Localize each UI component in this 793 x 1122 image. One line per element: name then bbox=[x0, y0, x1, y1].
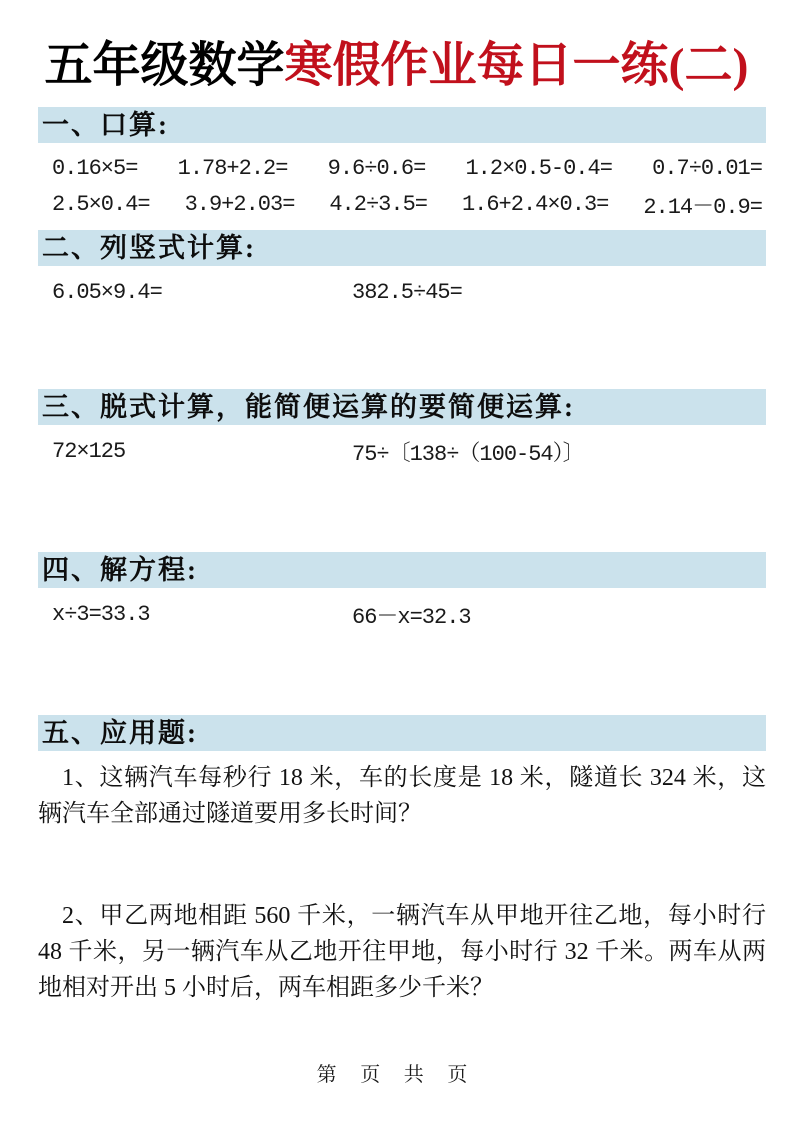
oral-problem: 0.16×5= bbox=[52, 156, 138, 182]
worksheet-body bbox=[0, 107, 793, 1006]
word-problem-2: 2、甲乙两地相距 560 千米，一辆汽车从甲地开往乙地，每小时行 48 千米，另一辆汽车从乙地开往甲地，每小时行 32 千米。两车从两地相对开出 5 小时后，两车相距多少千米？ bbox=[38, 902, 766, 1001]
oral-problem: 1.78+2.2= bbox=[177, 156, 288, 182]
oral-problem: 2.5×0.4= bbox=[52, 192, 150, 218]
oral-problem: 0.7÷0.01= bbox=[652, 156, 762, 182]
equation-problem-right: 66－x=32.3 bbox=[352, 605, 471, 631]
oral-problem: 1.6+2.4×0.3= bbox=[461, 192, 609, 218]
section-heading-oral-calc: 一、口算: bbox=[38, 107, 766, 143]
oral-problem: 3.9+2.03= bbox=[184, 192, 295, 218]
oral-problem: 2.14－0.9= bbox=[643, 195, 762, 221]
page-footer bbox=[0, 1058, 793, 1087]
stepwise-problems-row bbox=[38, 436, 766, 468]
vertical-problems-row bbox=[38, 277, 766, 309]
oral-problem: 1.2×0.5-0.4= bbox=[465, 156, 612, 182]
word-problem-1: 1、这辆汽车每秒行 18 米，车的长度是 18 米，隧道长 324 米，这辆汽车全部通过隧道要用多长时间？ bbox=[38, 764, 766, 827]
page-title bbox=[0, 0, 793, 94]
section-heading-solve-equations: 四、解方程: bbox=[38, 552, 766, 588]
section-heading-vertical-calc: 二、列竖式计算: bbox=[38, 230, 766, 266]
vertical-problem-right: 382.5÷45= bbox=[352, 280, 462, 306]
stepwise-problem-right: 75÷〔138÷（100-54）〕 bbox=[352, 442, 584, 468]
title-practice-segment: 寒假作业每日一练(二) bbox=[284, 39, 749, 92]
title-grade-segment: 五年级数学 bbox=[44, 39, 285, 92]
page-number-label: 第 页 共 页 bbox=[316, 1064, 477, 1086]
oral-problems-row-1 bbox=[38, 152, 766, 186]
equation-problems-row bbox=[38, 599, 766, 631]
oral-problem: 4.2÷3.5= bbox=[329, 192, 427, 218]
oral-problem: 9.6÷0.6= bbox=[327, 156, 426, 182]
equation-problem-left: x÷3=33.3 bbox=[52, 602, 150, 628]
section-heading-word-problems: 五、应用题: bbox=[38, 715, 766, 751]
vertical-problem-left: 6.05×9.4= bbox=[52, 280, 162, 306]
oral-problems-row-2 bbox=[38, 188, 766, 222]
stepwise-problem-left: 72×125 bbox=[52, 439, 126, 465]
section-heading-stepwise-calc: 三、脱式计算，能简便运算的要简便运算: bbox=[38, 389, 766, 425]
